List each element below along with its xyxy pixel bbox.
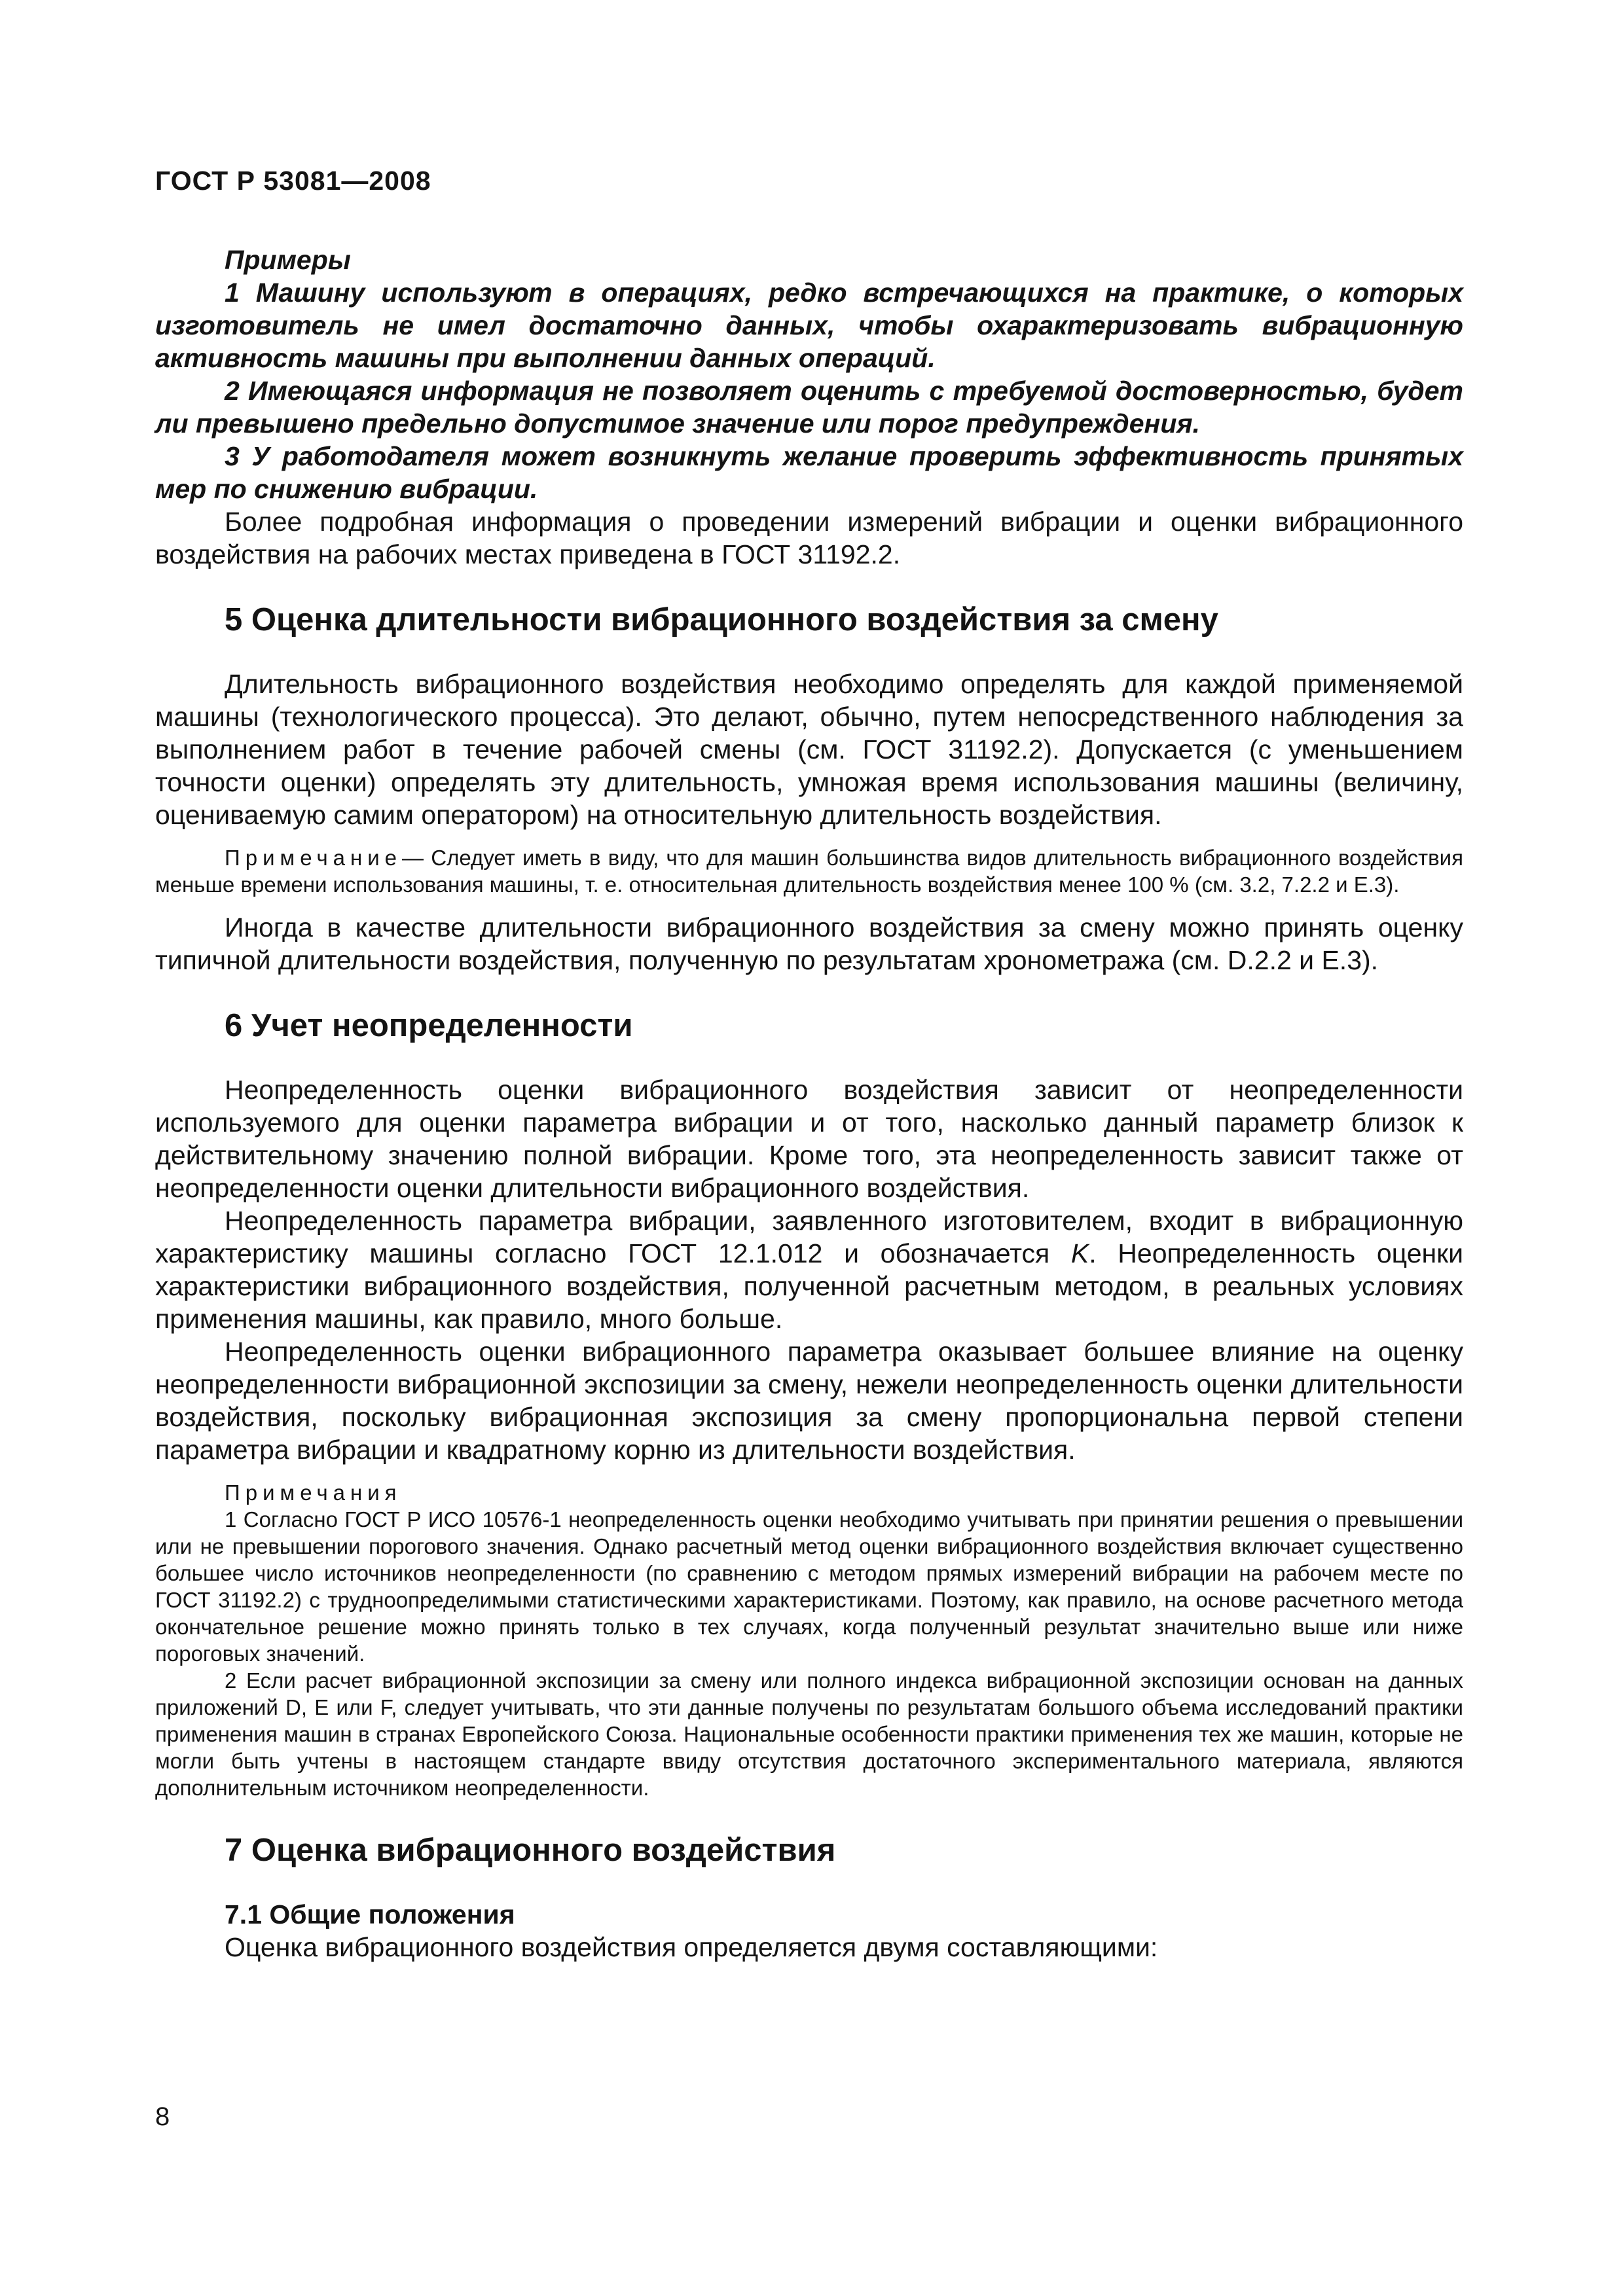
symbol-k: K [1070, 1238, 1089, 1268]
section-5-heading: 5 Оценка длительности вибрационного воздействия за смену [225, 602, 1218, 637]
document-body [155, 243, 1463, 1964]
document-header: ГОСТ Р 53081—2008 [155, 166, 431, 196]
section-5-paragraph-1: Длительность вибрационного воздействия необходимо определять для каждой применяемой машины (технологического процесса). Это делают, обычно, путем непосредственного наблюдения за выполнением работ в течение рабочей смены (см. ГОСТ 31192.2). Допускается (с уменьшением точности оценки) определять эту длительность, умножая время использования машины (величину, оцениваемую самим оператором) на относительную длительность воздействия. [155, 669, 1463, 830]
page-number: 8 [155, 2102, 170, 2131]
notes-label: Примечания [225, 1480, 402, 1505]
section-6-notes [155, 1479, 1463, 1801]
example-item-3: 3 У работодателя может возникнуть желание проверить эффективность принятых мер по снижению вибрации. [155, 441, 1463, 504]
example-item-1: 1 Машину используют в операциях, редко встречающихся на практике, о которых изготовитель не имел достаточно данных, чтобы охарактеризовать вибрационную активность машины при выполнении данных операций. [155, 278, 1463, 373]
section-5-note [155, 844, 1463, 898]
section-7-paragraph-1: Оценка вибрационного воздействия определяется двумя составляющими: [225, 1932, 1158, 1962]
section-6-heading: 6 Учет неопределенности [225, 1008, 633, 1043]
note-label: Примечание [225, 846, 403, 870]
section-6-paragraph-2: Неопределенность параметра вибрации, заявленного изготовителем, входит в вибрационную характеристику машины согласно ГОСТ 12.1.012 и обозначается K. Неопределенность оценки характеристики вибрационного воздействия, полученной расчетным методом, в реальных условиях применения машины, как правило, много больше. [155, 1206, 1463, 1334]
examples-title: Примеры [225, 245, 351, 275]
section-5-paragraph-2: Иногда в качестве длительности вибрационного воздействия за смену можно принять оценку типичной длительности воздействия, полученную по результатам хронометража (см. D.2.2 и Е.3). [155, 912, 1463, 975]
subsection-7-1-heading: 7.1 Общие положения [225, 1899, 515, 1929]
section-6-note-2: 2 Если расчет вибрационной экспозиции за смену или полного индекса вибрационной экспозиции основан на данных приложений D, Е или F, следует учитывать, что эти данные получены по результатам большого объема исследований практики применения машин в странах Европейского Союза. Национальные особенности практики применения тех же машин, которые не могли быть учтены в настоящем стандарте ввиду отсутствия достаточного экспериментального материала, являются дополнительным источником неопределенности. [155, 1668, 1463, 1800]
section-6-paragraph-1: Неопределенность оценки вибрационного воздействия зависит от неопределенности используемого для оценки параметра вибрации и от того, насколько данный параметр близок к действительному значению полной вибрации. Кроме того, эта неопределенность зависит также от неопределенности оценки длительности вибрационного воздействия. [155, 1075, 1463, 1203]
section-6-paragraph-3: Неопределенность оценки вибрационного параметра оказывает большее влияние на оценку неопределенности вибрационной экспозиции за смену, нежели неопределенность оценки длительности воздействия, поскольку вибрационная экспозиция за смену пропорциональна первой степени параметра вибрации и квадратному корню из длительности воздействия. [155, 1336, 1463, 1465]
section-6-note-1: 1 Согласно ГОСТ Р ИСО 10576-1 неопределенность оценки необходимо учитывать при принятии решения о превышении или не превышении порогового значения. Однако расчетный метод оценки вибрационного воздействия включает существенно большее число источников неопределенности (по сравнению с методом прямых измерений вибрации на рабочем месте по ГОСТ 31192.2) с трудноопределимыми статистическими характеристиками. Поэтому, как правило, на основе расчетного метода окончательное решение можно принять только в тех случаях, когда полученный результат значительно выше или ниже пороговых значений. [155, 1507, 1463, 1666]
intro-paragraph: Более подробная информация о проведении измерений вибрации и оценки вибрационного воздействия на рабочих местах приведена в ГОСТ 31192.2. [155, 507, 1463, 569]
section-7-heading: 7 Оценка вибрационного воздействия [225, 1833, 836, 1868]
example-item-2: 2 Имеющаяся информация не позволяет оценить с требуемой достоверностью, будет ли превышено предельно допустимое значение или порог предупреждения. [155, 376, 1463, 439]
note-text: — Следует иметь в виду, что для машин большинства видов длительность вибрационного воздействия меньше времени использования машины, т. е. относительная длительность воздействия менее 100 % (см. 3.2, 7.2.2 и Е.3). [155, 846, 1463, 897]
